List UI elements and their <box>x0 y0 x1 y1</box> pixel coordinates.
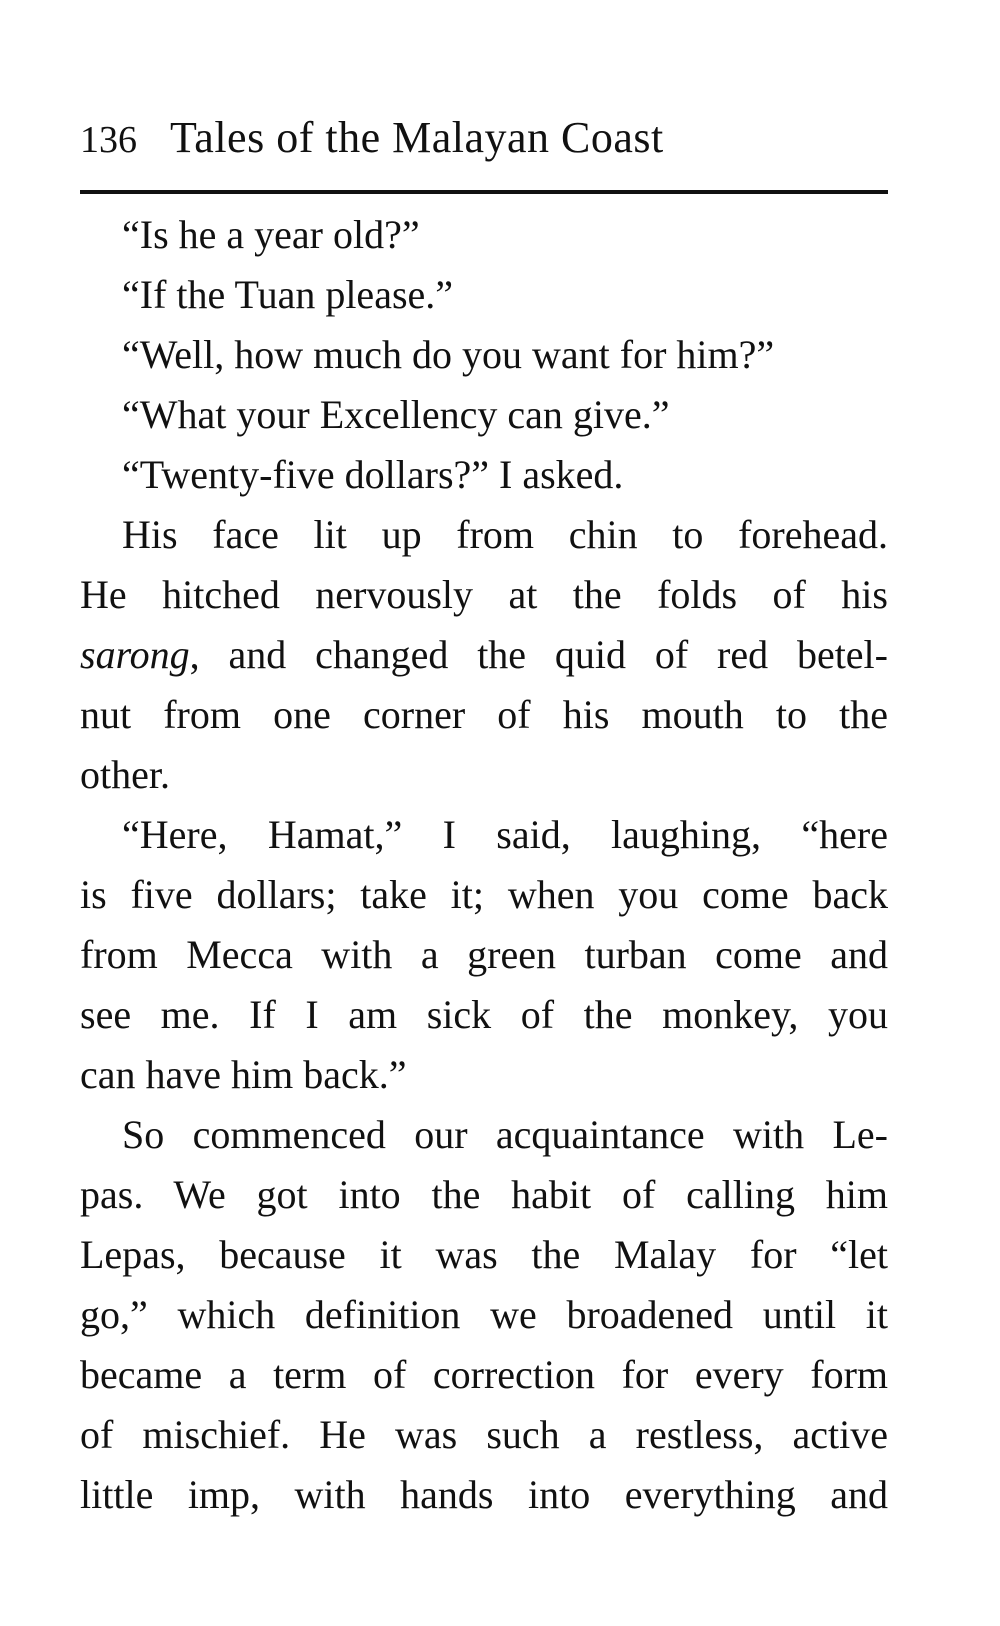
text-line: from Mecca with a green turban come and <box>80 932 888 977</box>
text-line: other. <box>80 752 170 797</box>
text-line: is five dollars; take it; when you come back <box>80 872 888 917</box>
running-title: Tales of the Malayan Coast <box>170 113 664 162</box>
text-line: “What your Excellency can give.” <box>122 392 670 437</box>
text-line: His face lit up from chin to forehead. <box>122 512 888 557</box>
text-line: became a term of correction for every form <box>80 1352 888 1397</box>
body-text <box>80 205 888 1525</box>
text-line: “Here, Hamat,” I said, laughing, “here <box>122 812 888 857</box>
text-line: He hitched nervously at the folds of his <box>80 572 888 617</box>
text-line: of mischief. He was such a restless, active <box>80 1412 888 1457</box>
text-line: nut from one corner of his mouth to the <box>80 692 888 737</box>
text-line: “Well, how much do you want for him?” <box>122 332 775 377</box>
text-line-rest: , and changed the quid of red betel- <box>189 632 888 677</box>
text-line: little imp, with hands into everything and <box>80 1472 888 1517</box>
text-line: pas. We got into the habit of calling him <box>80 1172 888 1217</box>
text-line: Lepas, because it was the Malay for “let <box>80 1232 888 1277</box>
text-line: see me. If I am sick of the monkey, you <box>80 992 888 1037</box>
italic-word-sarong: sarong <box>80 632 190 677</box>
text-line: go,” which definition we broadened until it <box>80 1292 888 1337</box>
page-header <box>80 108 888 168</box>
text-line-with-italic <box>80 625 888 685</box>
text-line: “Twenty-five dollars?” I asked. <box>122 452 624 497</box>
header-rule <box>80 190 888 194</box>
text-line: “If the Tuan please.” <box>122 272 454 317</box>
text-line: “Is he a year old?” <box>122 212 420 257</box>
text-line: can have him back.” <box>80 1052 407 1097</box>
page-number: 136 <box>80 119 137 161</box>
text-line: So commenced our acquaintance with Le- <box>122 1112 888 1157</box>
